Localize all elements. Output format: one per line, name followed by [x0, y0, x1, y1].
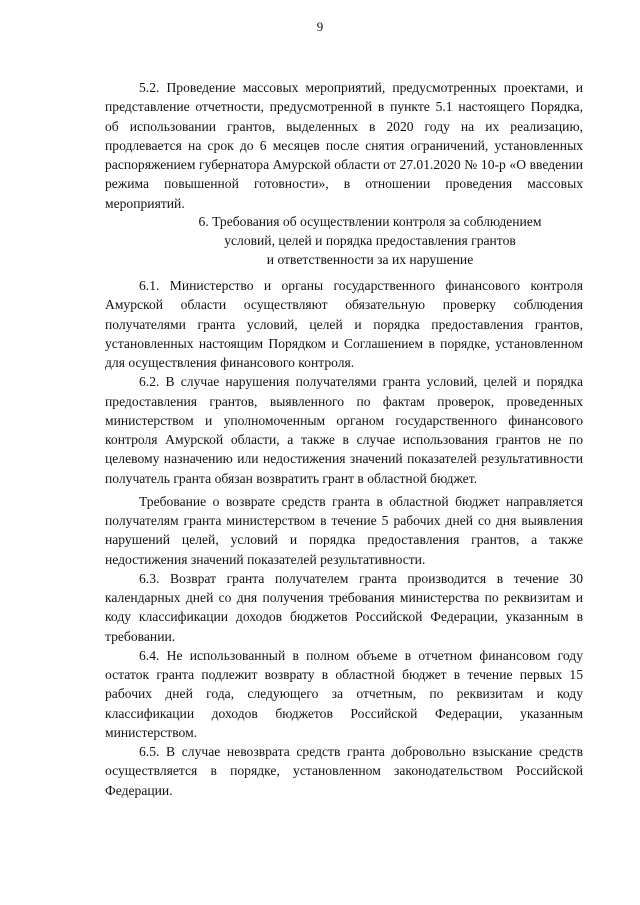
section-6-body: [105, 276, 583, 800]
paragraph-6-4: 6.4. Не использованный в полном объеме в отчетном финансовом году остаток гранта подлежит возврату в областной бюджет в течение первых 15 рабочих дней года, следующего за отчетным, по реквизитам и коду классификации доходов бюджетов Российской Федерации, указанным министерством.: [105, 647, 583, 740]
paragraph-5-2-block: [105, 78, 583, 213]
paragraph-demand: Требование о возврате средств гранта в областной бюджет направляется получателям гранта министерством в течение 5 рабочих дней со дня выявления нарушений целей, условий и порядка предоставления грантов, а также недостижения значений показателей результативности.: [105, 493, 583, 567]
page-number: 9: [316, 19, 324, 34]
section-6-heading: [150, 212, 590, 269]
paragraph-6-2: 6.2. В случае нарушения получателями гранта условий, целей и порядка предоставления грантов, выявленного по фактам проверок, проведенных министерством и уполномоченным органом государственного финансового контроля Амурской области, а также в случае использования грантов не по целевому назначению или недостижения значений показателей результативности получатель гранта обязан возвратить грант в областной бюджет.: [105, 374, 583, 486]
section-heading-line-2: условий, целей и порядка предоставления грантов: [224, 233, 516, 248]
paragraph-6-5: 6.5. В случае невозврата средств гранта добровольно взыскание средств осуществляется в порядке, установленном законодательством Российской Федерации.: [105, 744, 583, 798]
section-heading-line-3: и ответственности за их нарушение: [266, 252, 474, 267]
paragraph-6-3: 6.3. Возврат гранта получателем гранта производится в течение 30 календарных дней со дня получения требования министерства по реквизитам и коду классификации доходов бюджетов Российской Федерации, указанным в требовании.: [105, 570, 583, 644]
section-heading-line-1: 6. Требования об осуществлении контроля за соблюдением: [198, 214, 542, 229]
paragraph-6-1: 6.1. Министерство и органы государственного финансового контроля Амурской области осуществляют обязательную проверку соблюдения получателями гранта условий, целей и порядка предоставления грантов, установленных настоящим Порядком и Соглашением в порядке, установленном для осуществления финансового контроля.: [105, 278, 583, 370]
paragraph-5-2: 5.2. Проведение массовых мероприятий, предусмотренных проектами, и представление отчетности, предусмотренной в пункте 5.1 настоящего Порядка, об использовании грантов, выделенных в 2020 году на их реализацию, продлевается на срок до 6 месяцев после снятия ограничений, установленных распоряжением губернатора Амурской области от 27.01.2020 № 10-р «О введении режима повышенной готовности», в отношении проведения массовых мероприятий.: [105, 80, 583, 211]
